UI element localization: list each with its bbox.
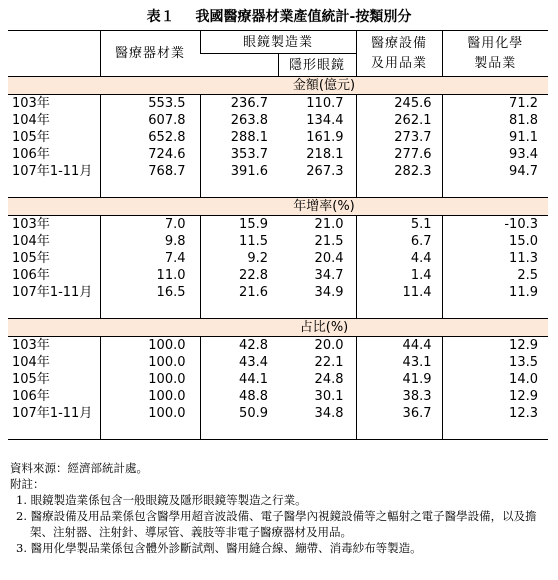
value-cell: 4.4 [356,250,442,267]
section-header-row [8,319,548,337]
table-body [8,77,548,440]
value-cell: 652.8 [100,129,200,146]
value-cell: 100.0 [100,337,200,355]
header-equipment-line2: 及用品業 [370,55,427,71]
table-row [8,405,548,422]
value-cell: 21.6 [200,284,278,301]
value-cell: 6.7 [356,233,442,250]
year-cell: 103年 [12,338,50,353]
header-chemical [442,31,548,77]
value-cell: 44.1 [200,371,278,388]
header-medical-devices: 醫療器材業 [100,31,200,77]
year-cell: 104年 [12,113,50,128]
value-cell: 218.1 [306,147,344,162]
value-cell: 20.4 [314,251,344,266]
value-cell: 9.2 [200,250,278,267]
table-row [8,250,548,267]
value-cell: 42.8 [200,337,278,355]
value-cell: 16.5 [100,284,200,301]
section-header-row [8,198,548,216]
header-chemical-line1: 醫用化學 [467,35,524,51]
value-cell: 94.7 [442,163,548,180]
year-cell: 107年1-11月 [12,285,93,300]
value-cell: 34.9 [314,285,344,300]
notes [10,460,550,556]
section-header-row [8,77,548,95]
value-cell: -10.3 [442,216,548,234]
value-cell: 9.8 [100,233,200,250]
value-cell: 553.5 [100,95,200,113]
value-cell: 93.4 [442,146,548,163]
table-row [8,233,548,250]
value-cell: 11.5 [200,233,278,250]
value-cell: 81.8 [442,112,548,129]
year-cell: 105年 [12,372,50,387]
note-item: 2. 醫療設備及用品業係包含醫學用超音波設備、電子醫學內視鏡設備等之輻射之電子醫學設備，以及擔架、注射器、注射針、導尿管、義肢等非電子醫療器材及用品。 [16,509,537,539]
table-row [8,284,548,301]
header-row [8,31,548,54]
note-item: 1. 眼鏡製造業係包含一般眼鏡及隱形眼鏡等製造之行業。 [16,493,307,507]
value-cell: 15.9 [200,216,278,234]
value-cell: 100.0 [100,388,200,405]
header-contact-lens: 隱形眼鏡 [278,54,356,77]
year-cell: 106年 [12,147,50,162]
value-cell: 262.1 [356,112,442,129]
header-chemical-line2: 製品業 [474,55,517,71]
table-row [8,163,548,180]
year-cell: 107年1-11月 [12,406,93,421]
value-cell: 7.4 [100,250,200,267]
value-cell: 14.0 [442,371,548,388]
value-cell: 391.6 [200,163,278,180]
value-cell: 91.1 [442,129,548,146]
value-cell: 71.2 [442,95,548,113]
value-cell: 50.9 [200,405,278,422]
value-cell: 20.0 [314,338,344,353]
value-cell: 607.8 [100,112,200,129]
value-cell: 11.3 [442,250,548,267]
value-cell: 100.0 [100,405,200,422]
value-cell: 277.6 [356,146,442,163]
year-cell: 107年1-11月 [12,164,93,179]
value-cell: 30.1 [314,389,344,404]
value-cell: 110.7 [306,96,344,111]
value-cell: 768.7 [100,163,200,180]
table-row [8,129,548,146]
year-cell: 105年 [12,130,50,145]
source-note: 資料來源：經濟部統計處。 [10,461,148,475]
value-cell: 11.9 [442,284,548,301]
table-row [8,337,548,355]
value-cell: 41.9 [356,371,442,388]
value-cell: 353.7 [200,146,278,163]
value-cell: 12.9 [442,388,548,405]
table-row [8,95,548,113]
value-cell: 12.3 [442,405,548,422]
value-cell: 43.1 [356,354,442,371]
value-cell: 724.6 [100,146,200,163]
value-cell: 44.4 [356,337,442,355]
section-title: 年增率(%) [100,198,548,216]
value-cell: 267.3 [306,164,344,179]
value-cell: 273.7 [356,129,442,146]
value-cell: 34.7 [314,268,344,283]
table-row [8,216,548,234]
section-title: 金額(億元) [100,77,548,95]
value-cell: 282.3 [356,163,442,180]
value-cell: 11.4 [356,284,442,301]
value-cell: 134.4 [306,113,344,128]
table-row [8,388,548,405]
value-cell: 48.8 [200,388,278,405]
value-cell: 12.9 [442,337,548,355]
value-cell: 1.4 [356,267,442,284]
value-cell: 7.0 [100,216,200,234]
year-cell: 105年 [12,251,50,266]
table-title [0,6,558,26]
table-row [8,354,548,371]
value-cell: 34.8 [314,406,344,421]
year-cell: 106年 [12,268,50,283]
value-cell: 21.5 [314,234,344,249]
value-cell: 15.0 [442,233,548,250]
value-cell: 2.5 [442,267,548,284]
value-cell: 11.0 [100,267,200,284]
note-item: 3. 醫用化學製品業係包含體外診斷試劑、醫用縫合線、繃帶、消毒紗布等製造。 [16,541,422,555]
value-cell: 5.1 [356,216,442,234]
value-cell: 38.3 [356,388,442,405]
year-cell: 106年 [12,389,50,404]
value-cell: 100.0 [100,371,200,388]
value-cell: 43.4 [200,354,278,371]
section-title: 占比(%) [100,319,548,337]
table-number: 表１ [146,9,175,25]
table-row [8,371,548,388]
value-cell: 21.0 [314,217,344,232]
year-cell: 103年 [12,96,50,111]
header-eyewear: 眼鏡製造業 [200,31,356,54]
table-row [8,267,548,284]
value-cell: 22.1 [314,355,344,370]
year-cell: 104年 [12,234,50,249]
year-cell: 104年 [12,355,50,370]
value-cell: 24.8 [314,372,344,387]
value-cell: 288.1 [200,129,278,146]
year-cell: 103年 [12,217,50,232]
header-equipment [356,31,442,77]
header-equipment-line1: 醫療設備 [370,35,427,51]
value-cell: 22.8 [200,267,278,284]
value-cell: 13.5 [442,354,548,371]
value-cell: 161.9 [306,130,344,145]
table-row [8,112,548,129]
table-title-text: 我國醫療器材業產值統計-按類別分 [195,9,412,25]
value-cell: 263.8 [200,112,278,129]
notes-heading: 附註： [10,477,45,491]
value-cell: 236.7 [200,95,278,113]
data-table [8,30,548,440]
table-row [8,146,548,163]
value-cell: 245.6 [356,95,442,113]
value-cell: 36.7 [356,405,442,422]
value-cell: 100.0 [100,354,200,371]
